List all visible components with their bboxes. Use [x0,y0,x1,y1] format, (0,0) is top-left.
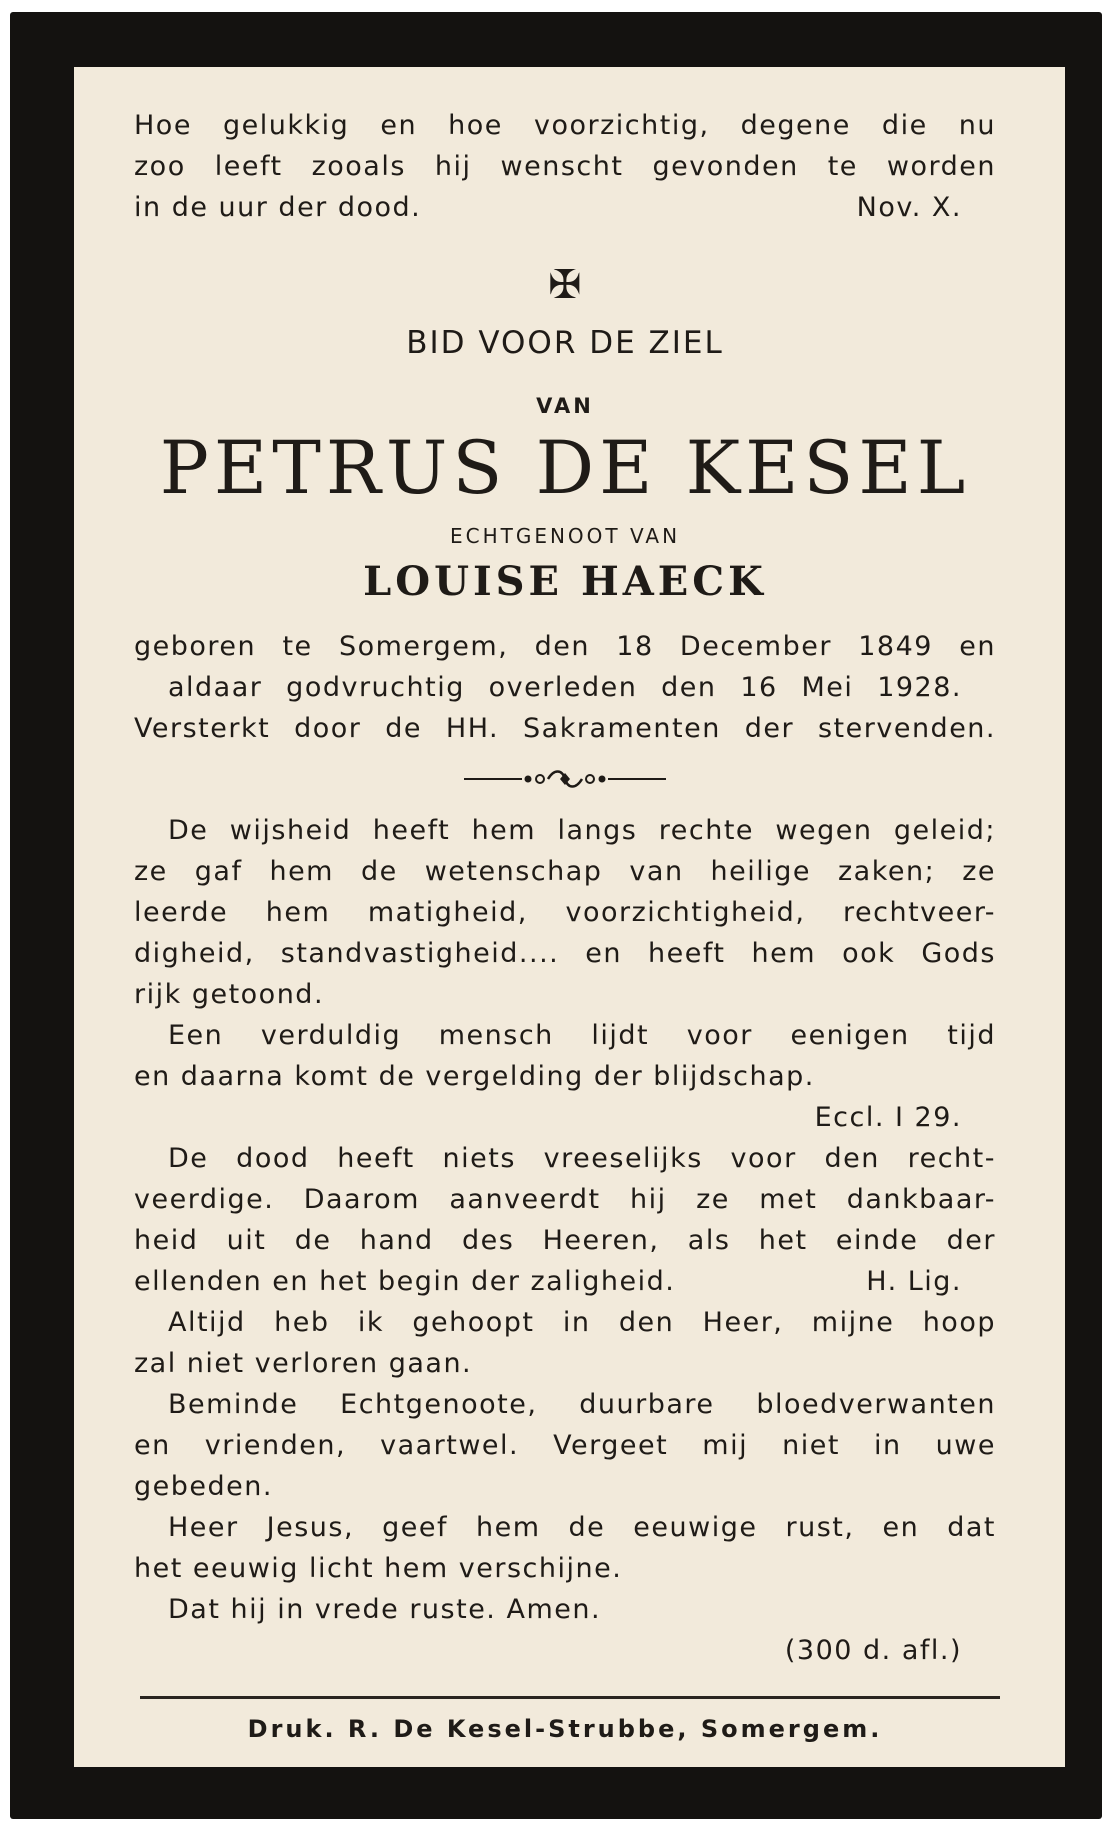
body-line: Altijd heb ik gehoopt in den Heer, mijne hoop [168,1307,996,1338]
body-line: Dat hij in vrede ruste. Amen. [168,1594,602,1625]
body-line: veerdige. Daarom aanveerdt hij ze met dankbaar- [134,1184,996,1215]
ornament-divider [134,767,996,791]
body-line: De dood heeft niets vreeselijks voor den recht- [168,1143,996,1174]
cross-icon: ✠ [548,262,582,308]
body-line: ze gaf hem de wetenschap van heilige zaken; ze [134,856,996,887]
spouse-name: LOUISE HAECK [363,558,767,605]
body-line: en daarna komt de vergelding der blijdschap. [134,1061,815,1092]
memorial-card [10,12,1102,1819]
body-line: digheid, standvastigheid.... en heeft hem ook Gods [134,938,996,969]
body-line: rijk getoond. [134,979,325,1010]
body-line: en vrienden, vaartwel. Vergeet mij niet in uwe [134,1430,996,1461]
bio-line: Versterkt door de HH. Sakramenten der stervenden. [134,713,996,744]
quote-line: Hoe gelukkig en hoe voorzichtig, degene die nu [134,110,996,141]
body-text [134,810,996,1671]
scripture-reference: Eccl. I 29. [814,1102,962,1133]
card-paper [74,67,1065,1767]
footer-rule [140,1696,1000,1699]
body-line: De wijsheid heeft hem langs rechte wegen geleid; [168,815,996,846]
quote-source: Nov. X. [856,192,962,223]
biography [134,626,996,749]
deceased-name: PETRUS DE KESEL [159,426,971,511]
prayer-heading: BID VOOR DE ZIEL [406,325,724,361]
opening-quote [134,105,996,228]
van-label: VAN [536,394,594,418]
body-line: ellenden en het begin der zaligheid. [134,1266,676,1297]
quote-line: in de uur der dood. [134,192,422,223]
body-line: heid uit de hand des Heeren, als het einde der [134,1225,996,1256]
body-line: zal niet verloren gaan. [134,1348,473,1379]
body-line: leerde hem matigheid, voorzichtigheid, rechtveer- [134,897,996,928]
body-line: Heer Jesus, geef hem de eeuwige rust, en dat [168,1512,996,1543]
spouse-label: ECHTGENOOT VAN [449,524,681,548]
body-line: Beminde Echtgenoote, duurbare bloedverwanten [168,1389,996,1420]
quote-line: zoo leeft zooals hij wenscht gevonden te worden [134,151,996,182]
bio-line: aldaar godvruchtig overleden den 16 Mei 1928. [168,672,962,703]
body-line: Een verduldig mensch lijdt voor eenigen tijd [168,1020,996,1051]
scripture-reference: H. Lig. [866,1266,962,1297]
indulgence-note: (300 d. afl.) [784,1635,962,1666]
body-line: gebeden. [134,1471,273,1502]
flourish-icon [134,767,996,791]
printer-credit: Druk. R. De Kesel-Strubbe, Somergem. [247,1715,883,1743]
bio-line: geboren te Somergem, den 18 December 1849 en [134,631,996,662]
body-line: het eeuwig licht hem verschijne. [134,1553,623,1584]
